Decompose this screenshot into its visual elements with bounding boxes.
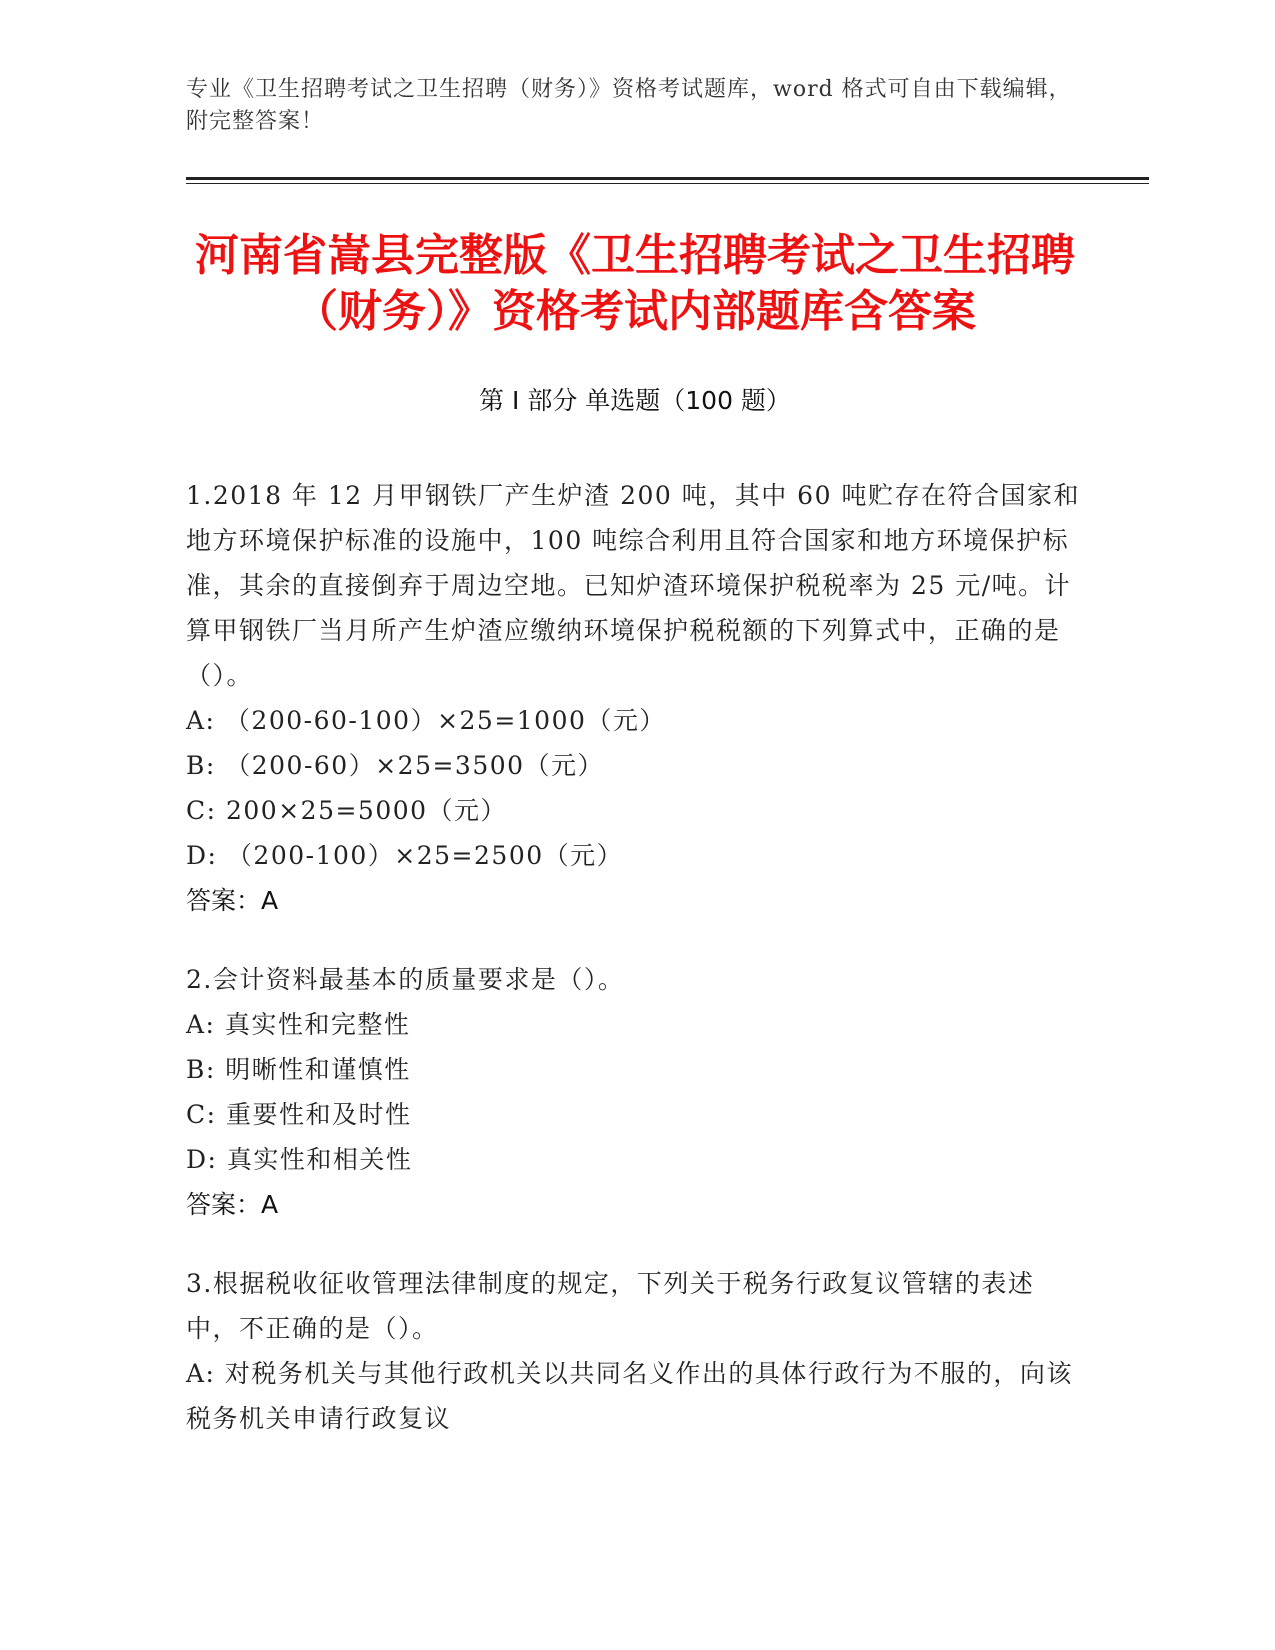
option-a: A: （200-60-100）×25=1000（元） — [186, 706, 666, 735]
header-divider-thick — [186, 177, 1149, 180]
question-stem: 3.根据税收征收管理法律制度的规定，下列关于税务行政复议管辖的表述中，不正确的是（）。 — [186, 1269, 1035, 1343]
question-list — [186, 473, 1086, 1475]
option-a: A: 对税务机关与其他行政机关以共同名义作出的具体行政行为不服的，向该税务机关申请行政复议 — [186, 1359, 1073, 1433]
section-title: 第 I 部分 单选题（100 题） — [479, 386, 791, 415]
answer-line: 答案：A — [186, 1190, 279, 1219]
header-divider-thin — [186, 183, 1149, 184]
option-a: A: 真实性和完整性 — [186, 1010, 411, 1039]
option-c: C: 200×25=5000（元） — [186, 796, 508, 825]
option-d: D: 真实性和相关性 — [186, 1145, 413, 1174]
option-b: B: 明晰性和谨慎性 — [186, 1055, 411, 1084]
answer-line: 答案：A — [186, 886, 279, 915]
option-c: C: 重要性和及时性 — [186, 1100, 412, 1129]
question-3 — [186, 1261, 1086, 1441]
document-title: 河南省嵩县完整版《卫生招聘考试之卫生招聘（财务）》资格考试内部题库含答案 — [195, 230, 1075, 337]
question-1 — [186, 473, 1086, 923]
header-note: 专业《卫生招聘考试之卫生招聘（财务）》资格考试题库，word 格式可自由下载编辑，附完整答案！ — [186, 77, 1072, 134]
question-stem: 2.会计资料最基本的质量要求是（）。 — [186, 965, 625, 994]
option-d: D: （200-100）×25=2500（元） — [186, 841, 624, 870]
question-2 — [186, 957, 1086, 1227]
question-stem: 1.2018 年 12 月甲钢铁厂产生炉渣 200 吨，其中 60 吨贮存在符合国家和地方环境保护标准的设施中，100 吨综合利用且符合国家和地方环境保护标准，其余的直接倒弃于周边空地。已知炉渣环境保护税税率为 25 元/吨。计算甲钢铁厂当月所产生炉渣应缴纳环境保护税税额的下列算式中，正确的是（）。 — [186, 481, 1080, 690]
option-b: B: （200-60）×25=3500（元） — [186, 751, 605, 780]
